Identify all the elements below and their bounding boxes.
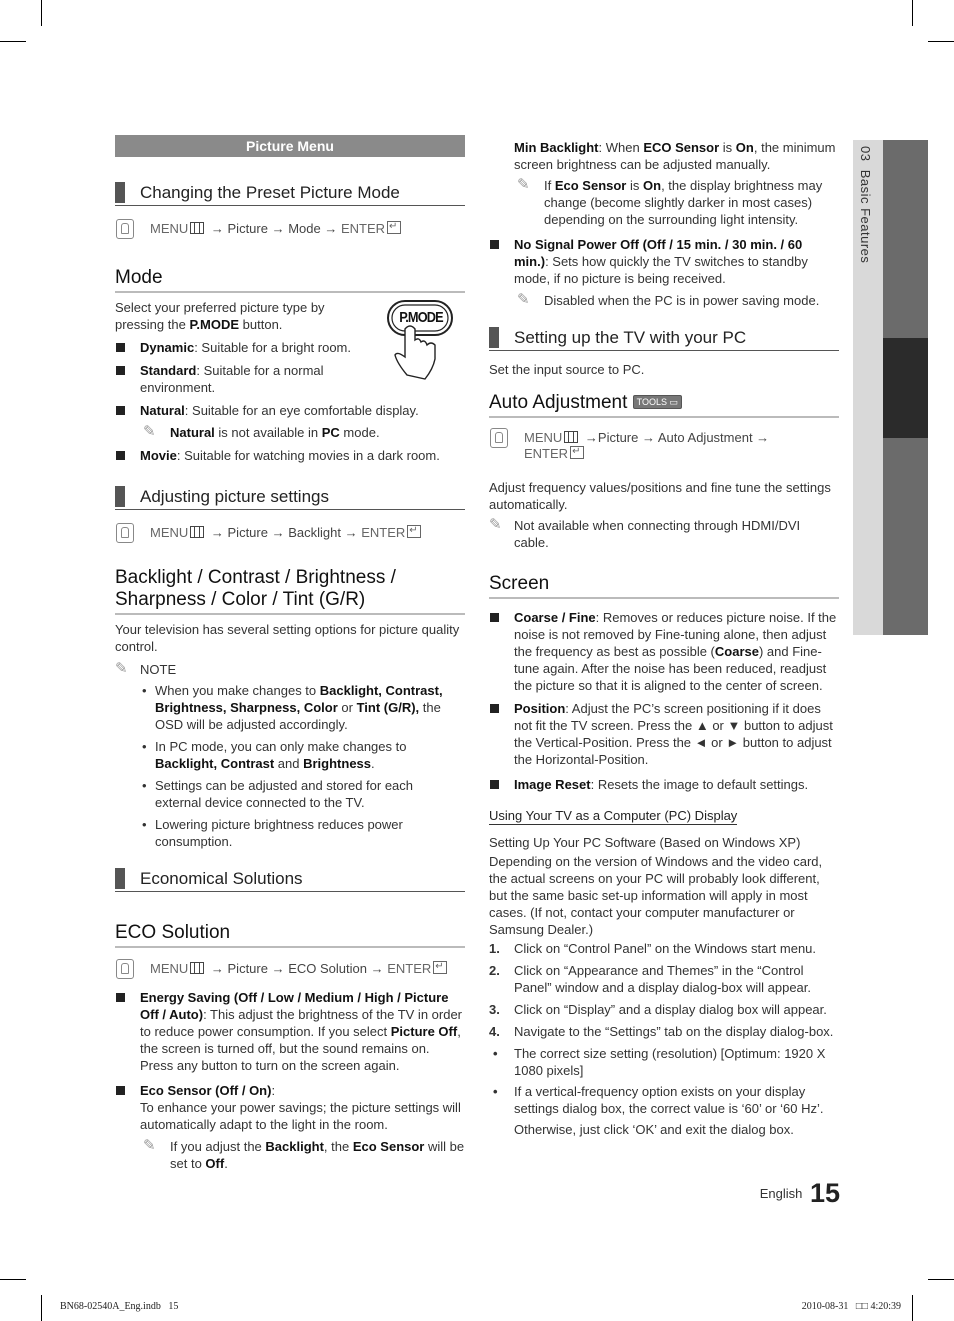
- chapter-number: 03: [858, 146, 873, 162]
- no-signal-item: No Signal Power Off (Off / 15 min. / 30 min. / 60 min.): Sets how quickly the TV switches to standby mode, if no picture is being received.: [489, 236, 839, 287]
- auto-adjustment-note: ✎ Not available when connecting through HDMI/DVI cable.: [489, 516, 801, 550]
- step-item: 1. Click on “Control Panel” on the Windows start menu.: [489, 941, 817, 956]
- crop-mark: [912, 1295, 913, 1321]
- mode-item-dynamic: Dynamic: Suitable for a bright room.: [115, 339, 370, 356]
- eco-sensor-note: ✎ If you adjust the Backlight, the Eco Sensor will be set to Off.: [143, 1137, 465, 1171]
- note-item: • Settings can be adjusted and stored for each external device connected to the TV.: [140, 777, 465, 811]
- pc-intro: Set the input source to PC.: [489, 362, 645, 377]
- note-label: ✎ NOTE: [115, 660, 177, 677]
- remote-icon: [116, 219, 134, 239]
- chapter-title: Basic Features: [858, 169, 873, 264]
- mode-item-standard: Standard: Suitable for a normal environment.: [115, 362, 340, 396]
- energy-saving-item: Energy Saving (Off / Low / Medium / High / Picture Off / Auto): This adjust the brightness of the TV in order to reduce power consumption. If you select Picture Off, the screen is turned off, but the sound remains on. Press any button to turn on the screen again.: [115, 989, 465, 1074]
- tools-badge: TOOLS ▭: [633, 395, 682, 409]
- left-column: [115, 135, 465, 1172]
- auto-menu-path: MENU →Picture → Auto Adjustment → ENTER↵: [489, 430, 839, 462]
- enter-icon: [407, 525, 421, 538]
- picture-menu-title: Picture Menu: [115, 135, 465, 157]
- note-item: • Lowering picture brightness reduces power consumption.: [140, 816, 465, 850]
- crop-mark: [928, 1279, 954, 1280]
- menu-icon: [190, 222, 204, 234]
- note-item: • In PC mode, you can only make changes to Backlight, Contrast and Brightness.: [140, 738, 465, 772]
- pencil-icon: ✎: [517, 291, 530, 308]
- eco-subheading: Economical Solutions: [115, 868, 465, 892]
- pc-display-heading: Using Your TV as a Computer (PC) Display: [489, 808, 738, 823]
- position-item: Position: Adjust the PC’s screen positioning if it does not fit the TV screen. Press the ▲ or ▼ button to adjust the Vertical-Position. Press the ◄ or ► button to adjust the Horizontal-Position.: [489, 700, 839, 768]
- preset-menu-path: MENU → Picture → Mode → ENTER↵: [115, 221, 465, 237]
- screen-heading: Screen: [489, 573, 839, 599]
- page-number: 15: [809, 1178, 840, 1208]
- enter-icon: [433, 961, 447, 974]
- note-item: • When you make changes to Backlight, Contrast, Brightness, Sharpness, Color or Tint (G/R), the OSD will be adjusted accordingly.: [140, 682, 465, 733]
- backlight-heading: Backlight / Contrast / Brightness / Sharpness / Color / Tint (G/R): [115, 567, 465, 615]
- remote-icon: [116, 523, 134, 543]
- page-footer: [700, 1178, 840, 1212]
- adjust-menu-path: MENU → Picture → Backlight → ENTER↵: [115, 525, 465, 541]
- crop-mark: [41, 1295, 42, 1321]
- mode-intro: Select your preferred picture type by pressing the P.MODE button.: [115, 300, 325, 332]
- coarse-fine-item: Coarse / Fine: Removes or reduces picture noise. If the noise is not removed by Fine-tuning alone, then adjust the frequency as best as possible (Coarse) and Fine-tune again. After the noise has been reduced, readjust the picture so that it is aligned to the center of screen.: [489, 609, 839, 694]
- pencil-icon: ✎: [143, 1137, 156, 1154]
- mode-heading: Mode: [115, 267, 465, 293]
- chapter-label: [858, 146, 873, 263]
- pencil-icon: ✎: [517, 176, 530, 193]
- step-item: 2. Click on “Appearance and Themes” in the “Control Panel” window and a display dialog-box will appear.: [489, 963, 812, 995]
- pc-heading: Setting up the TV with your PC: [489, 327, 839, 351]
- right-column: [489, 139, 839, 1138]
- pencil-icon: ✎: [143, 423, 156, 440]
- crop-mark: [0, 41, 26, 42]
- pencil-icon: ✎: [489, 516, 502, 533]
- software-heading: Setting Up Your PC Software (Based on Windows XP): [489, 835, 801, 850]
- no-signal-note: ✎ Disabled when the PC is in power saving mode.: [517, 291, 820, 308]
- natural-note: ✎ Natural is not available in PC mode.: [143, 423, 380, 440]
- chapter-side-tab: [853, 140, 928, 635]
- eco-menu-path: MENU → Picture → ECO Solution → ENTER↵: [115, 961, 465, 977]
- eco-sensor-item: Eco Sensor (Off / On): To enhance your power savings; the picture settings will automatically adapt to the light in the room.: [115, 1082, 465, 1133]
- menu-icon: [564, 431, 578, 443]
- mode-item-natural: Natural: Suitable for an eye comfortable display.: [115, 402, 465, 419]
- print-date-info: 2010-08-31 □□ 4:20:39: [801, 1301, 901, 1312]
- software-desc: Depending on the version of Windows and the video card, the actual screens on your PC will probably look different, but the same basic set-up information will apply in most cases. (If not, contact your computer manufacturer or Samsung Dealer.): [489, 854, 823, 937]
- crop-mark: [912, 0, 913, 26]
- crop-mark: [928, 41, 954, 42]
- auto-adjustment-desc: Adjust frequency values/positions and fine tune the settings automatically.: [489, 480, 831, 512]
- auto-adjustment-heading: Auto Adjustment TOOLS ▭: [489, 392, 839, 418]
- menu-icon: [190, 526, 204, 538]
- remote-icon: [116, 959, 134, 979]
- enter-icon: [570, 446, 584, 459]
- remote-icon: [490, 428, 508, 448]
- image-reset-item: Image Reset: Resets the image to default settings.: [489, 776, 839, 793]
- preset-heading: Changing the Preset Picture Mode: [115, 182, 465, 206]
- menu-icon: [190, 962, 204, 974]
- setting-bullet: • The correct size setting (resolution) [Optimum: 1920 X 1080 pixels]: [493, 1046, 826, 1078]
- otherwise-text: Otherwise, just click ‘OK’ and exit the dialog box.: [514, 1122, 794, 1137]
- print-file-info: BN68-02540A_Eng.indb 15: [60, 1301, 179, 1312]
- pmode-button-illustration: [385, 299, 455, 381]
- step-item: 3. Click on “Display” and a display dialog box will appear.: [489, 1002, 827, 1017]
- mode-item-movie: Movie: Suitable for watching movies in a dark room.: [115, 447, 465, 464]
- min-backlight-note: ✎ If Eco Sensor is On, the display brightness may change (become slightly darker in most cases) depending on the surrounding light intensity.: [517, 176, 823, 227]
- adjust-heading: Adjusting picture settings: [115, 486, 465, 510]
- setting-bullet: • If a vertical-frequency option exists on your display settings dialog box, the correct value is ‘60’ or ‘60 Hz’.: [493, 1084, 824, 1116]
- enter-icon: [387, 221, 401, 234]
- backlight-intro: Your television has several setting options for picture quality control.: [115, 622, 460, 654]
- pmode-label: P.MODE: [399, 309, 443, 326]
- crop-mark: [0, 1279, 26, 1280]
- step-item: 4. Navigate to the “Settings” tab on the display dialog-box.: [489, 1024, 834, 1039]
- language-label: English: [759, 1186, 803, 1201]
- eco-heading: ECO Solution: [115, 922, 465, 948]
- pencil-icon: ✎: [115, 660, 128, 677]
- min-backlight-item: Min Backlight: When ECO Sensor is On, the minimum screen brightness can be adjusted manually.: [514, 140, 836, 172]
- crop-mark: [41, 0, 42, 26]
